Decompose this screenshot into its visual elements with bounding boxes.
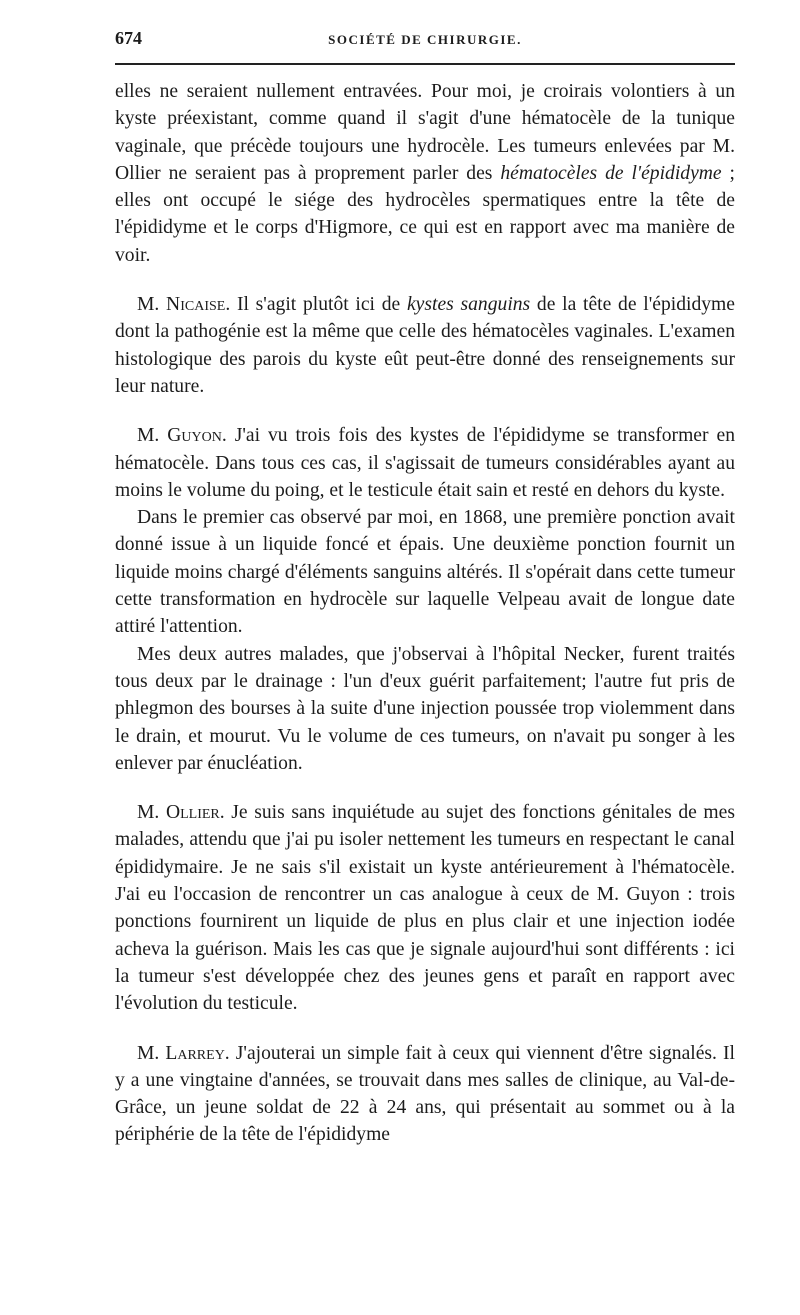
italic-text: kystes sanguins <box>406 294 531 316</box>
page-number: 674 <box>115 28 142 48</box>
paragraph-text: J'ajouterai un simple fait à ceux qui viennent d'être signalés. Il y a une vingtaine d'années, se trouvait dans mes salles de clinique, au Val-de-Grâce, un jeune soldat de 22 à 24 ans, qui présentait au sommet ou à la périphérie de la tête de l'épididyme <box>115 1042 735 1146</box>
paragraph-text: Il s'agit plutôt ici de <box>230 294 407 316</box>
speaker: M. Larrey. <box>137 1042 230 1064</box>
paragraph <box>115 799 735 1017</box>
paragraph-text: J'ai vu trois fois des kystes de l'épididyme se transformer en hématocèle. Dans tous ces cas, il s'agissait de tumeurs considérables ayant au moins le volume du poing, et le testicule était sain et resté en dehors du kyste. <box>115 425 735 501</box>
speaker: M. Ollier. <box>137 802 225 824</box>
paragraph-text: elles ne seraient nullement entravées. Pour moi, je croirais volontiers à un kyste préexistant, comme quand il s'agit d'une hématocèle de la tunique vaginale, que précède toujours une hydrocèle. Les tumeurs enlevées par M. Ollier ne seraient pas à proprement parler des <box>115 81 735 184</box>
body-text <box>115 78 735 1149</box>
paragraph <box>115 1040 735 1149</box>
paragraph-text: Je suis sans inquiétude au sujet des fonctions génitales de mes malades, attendu que j'ai pu isoler nettement les tumeurs en respectant le canal épididymaire. Je ne sais s'il existait un kyste antérieurement à l'hématocèle. J'ai eu l'occasion de rencontrer un cas analogue à ceux de M. Guyon : trois ponctions fournirent un liquide de plus en plus clair et une injection iodée acheva la guérison. Mais les cas que je signale aujourd'hui sont différents : ici la tumeur s'est développée chez des jeunes gens et paraît en rapport avec l'évolution du testicule. <box>115 802 735 1015</box>
running-head: SOCIÉTÉ DE CHIRURGIE. <box>328 32 522 47</box>
paragraph <box>115 504 735 640</box>
speaker: M. Nicaise. <box>137 294 231 316</box>
italic-text: hématocèles de l'épididyme <box>500 162 722 184</box>
speaker: M. Guyon. <box>137 425 227 447</box>
paragraph <box>115 78 735 269</box>
paragraph <box>115 422 735 504</box>
header-rule <box>115 63 735 65</box>
page-header <box>115 22 735 52</box>
paragraph <box>115 291 735 400</box>
paragraph-text: ; elles ont occupé le siége des hydrocèles spermatiques entre la tête de l'épididyme et le corps d'Higmore, ce qui est en rapport avec ma manière de voir. <box>115 162 735 266</box>
paragraph-text: Dans le premier cas observé par moi, en 1868, une première ponction avait donné issue à un liquide foncé et épais. Une deuxième ponction fournit un liquide moins chargé d'éléments sanguins altérés. Il s'opérait dans cette tumeur cette transformation en hydrocèle sur laquelle Velpeau avait de longue date attiré l'attention. <box>115 507 735 638</box>
paragraph-text: de la tête de l'épididyme dont la pathogénie est la même que celle des hématocèles vaginales. L'examen histologique des parois du kyste eût peut-être donné des renseignements sur leur nature. <box>115 294 735 397</box>
paragraph <box>115 641 735 777</box>
paragraph-text: Mes deux autres malades, que j'observai à l'hôpital Necker, furent traités tous deux par le drainage : l'un d'eux guérit parfaitement; l'autre fut pris de phlegmon des bourses à la suite d'une injection poussée trop violemment dans le drain, et mourut. Vu le volume de ces tumeurs, on n'avait pu songer à les enlever par énucléation. <box>115 643 735 774</box>
